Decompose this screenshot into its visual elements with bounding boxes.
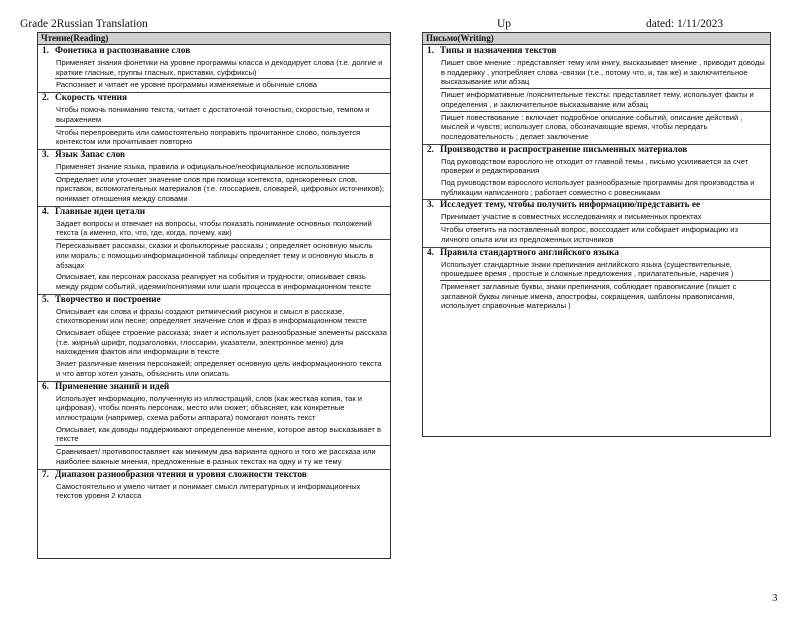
- standard-item: Пишет свое мнение : представляет тему или книгу, высказывает мнение , приводит доводы в поддержку , употребляет слова -связки (т.е., потому что, и, так же) и заключительное высказывание или абзац: [441, 58, 765, 87]
- section-heading: [423, 46, 770, 57]
- standard-item: Описывает, как персонаж рассказа реагирует на события и трудности; описывает связь между рядом событий, идеями/понятиями или шаги процесса в информационном тексте: [56, 272, 372, 291]
- section-number: 5.: [42, 294, 49, 305]
- section-number: 3.: [42, 149, 49, 160]
- standard-item: Чтобы перепроверить или самостоятельно поправить прочитанное слово, пользуется контекстом или прочитывает повторно: [55, 126, 390, 148]
- section-number: 4.: [42, 206, 49, 217]
- standard-item: Использует стандартные знаки препинания английского языка (существительные, прошедшее время , простые и сложные предложения , прилагательные, наречия ): [441, 259, 734, 279]
- section-heading: [38, 46, 390, 57]
- section-number: 4.: [427, 247, 434, 258]
- section-title: Творчество и построение: [55, 294, 161, 305]
- standard-item: Пересказывает рассказы, сказки и фольклорные рассказы ; определяет основную мысль или мораль; с помощью информационной таблицы определяет тему и основную мысль в абзацах: [55, 239, 390, 271]
- section-title: Фонетика и распознавание слов: [55, 46, 191, 56]
- standard-item: Применяет заглавные буквы, знаки препинания, соблюдает правописание (пишет с заглавной буквы личные имена, апострофы, сокращения, шаблоны правописания, использует справочные материалы ): [440, 280, 770, 312]
- standard-item: Описывает, как доводы поддерживают определенное мнение, которое автор высказывает в тексте: [56, 424, 382, 444]
- standard-item: Принимает участие в совместных исследованиях и письменных проектах: [441, 212, 702, 222]
- standard-item: Определяет или уточняет значение слов при помощи контекста, однокоренных слов, приставок, вспомогательных материалов (т.е. глоссариев, словарей, цифровых источников); понимает отношения между словами: [55, 173, 390, 205]
- section-title: Диапазон разнообразия чтения и уровня сложности текстов: [55, 469, 307, 480]
- standard-item: Описывает общее строение рассказа; знает и использует разнообразные элементы рассказа (т.е. жирный шрифт, подзаголовки, глоссарии, указатели, электронное меню) для нахождения фактов или информации в тексте: [56, 328, 387, 357]
- standard-item: Применяет знание языка, правила и официальное/неофициальное использование: [56, 161, 350, 171]
- section-number: 1.: [42, 46, 49, 56]
- section-heading: [38, 294, 390, 306]
- standard-item: Задает вопросы и отвечает на вопросы, чтобы показать понимание основных положений текста (а именно, кто, что, где, когда, почему, как): [56, 218, 372, 238]
- document-header-middle: Up: [497, 18, 512, 30]
- section-title: Правила стандартного английского языка: [440, 247, 619, 258]
- writing-table-body: [423, 46, 770, 312]
- standard-item: Самостоятельно и умело читает и понимает смысл литературных и информационных текстов уровня 2 класса: [56, 481, 361, 501]
- writing-table-title: Письмо(Writing): [423, 33, 770, 45]
- standard-item: Чтобы помочь пониманию текста, читает с достаточной точностью, скоростью, темпом и выражением: [56, 105, 370, 124]
- section-heading: [38, 92, 390, 104]
- standard-item: Пишет повествование : включает подробное описание событий, описание действий , мыслей и чувств; использует слова, обозначающие время, чтобы передать последовательность ; делает заключение: [440, 111, 770, 143]
- section-number: 6.: [42, 381, 49, 392]
- standard-item: Сравнивает/ противопоставляет как минимум два варианта одного и того же рассказа или наиболее важные мнения, предложенные в разных текстах на одну и ту же тему: [55, 445, 390, 467]
- section-title: Применение знаний и идей: [55, 381, 170, 392]
- section-number: 1.: [427, 46, 434, 56]
- standard-item: Распознает и читает не уровне программы изменяемые и обычные слова: [55, 78, 390, 91]
- standard-item: Чтобы ответить на поставленный вопрос, воссоздает или собирает информацию из личного опыта или из предложенных источников: [440, 223, 770, 245]
- section-heading: [423, 247, 770, 259]
- reading-table-title: Чтение(Reading): [38, 33, 390, 45]
- section-title: Язык Запас слов: [55, 149, 126, 160]
- document-header-left: Grade 2Russian Translation: [20, 18, 148, 30]
- section-heading: [423, 199, 770, 211]
- section-title: Производство и распространение письменных материалов: [440, 144, 688, 155]
- standard-item: Использует информацию, полученную из иллюстраций, слов (как жесткая копия, так и цифровая), чтобы понять персонаж, место или сюжет; объясняет, как конкретные иллюстрации (например, схема работы аппарата) помогают понять текст: [56, 393, 363, 422]
- section-number: 2.: [42, 93, 49, 104]
- page-number: 3: [772, 592, 778, 604]
- section-title: Скорость чтения: [55, 93, 128, 104]
- section-title: Типы и назначения текстов: [440, 46, 557, 56]
- standard-item: Описывает как слова и фразы создают ритмический рисунок и смысл в рассказе, стихотворении или песне; определяет значение слов и фраз в информационном тексте: [56, 306, 367, 326]
- section-heading: [38, 149, 390, 161]
- section-number: 3.: [427, 200, 434, 211]
- standard-item: Применяет знания фонетики на уровне программы класса и декодирует слова (т.е. долгие и краткие гласные, группы гласных, приставки, суффиксы): [56, 58, 383, 77]
- section-title: Главные идеи цетали: [55, 206, 146, 217]
- section-heading: [38, 206, 390, 218]
- standard-item: Под руководством взрослого не отходит от главной темы , письмо усиливается за счет проверки и редактирования: [441, 156, 749, 176]
- section-heading: [423, 144, 770, 156]
- standard-item: Пишет информативные /пояснительные тексты: представляет тему, использует факты и определения , и заключительное высказывание или абзац: [440, 88, 770, 110]
- section-number: 7.: [42, 469, 49, 480]
- standard-item: Под руководством взрослого использует разнообразные программы для производства и публикации написанного ; работает совместно с ровесниками: [441, 178, 755, 197]
- section-title: Исследует тему, чтобы получить информацию/представить ее: [440, 200, 701, 211]
- section-number: 2.: [427, 144, 434, 155]
- standard-item: Знает различные мнения персонажей; определяет основную цель информационного текста и что автор хотел узнать, объяснить или описать: [56, 359, 382, 378]
- document-header-date: dated: 1/11/2023: [646, 18, 724, 30]
- reading-table-body: [38, 46, 390, 502]
- section-heading: [38, 381, 390, 393]
- section-heading: [38, 469, 390, 481]
- writing-table: [422, 32, 771, 437]
- reading-table: [37, 32, 391, 559]
